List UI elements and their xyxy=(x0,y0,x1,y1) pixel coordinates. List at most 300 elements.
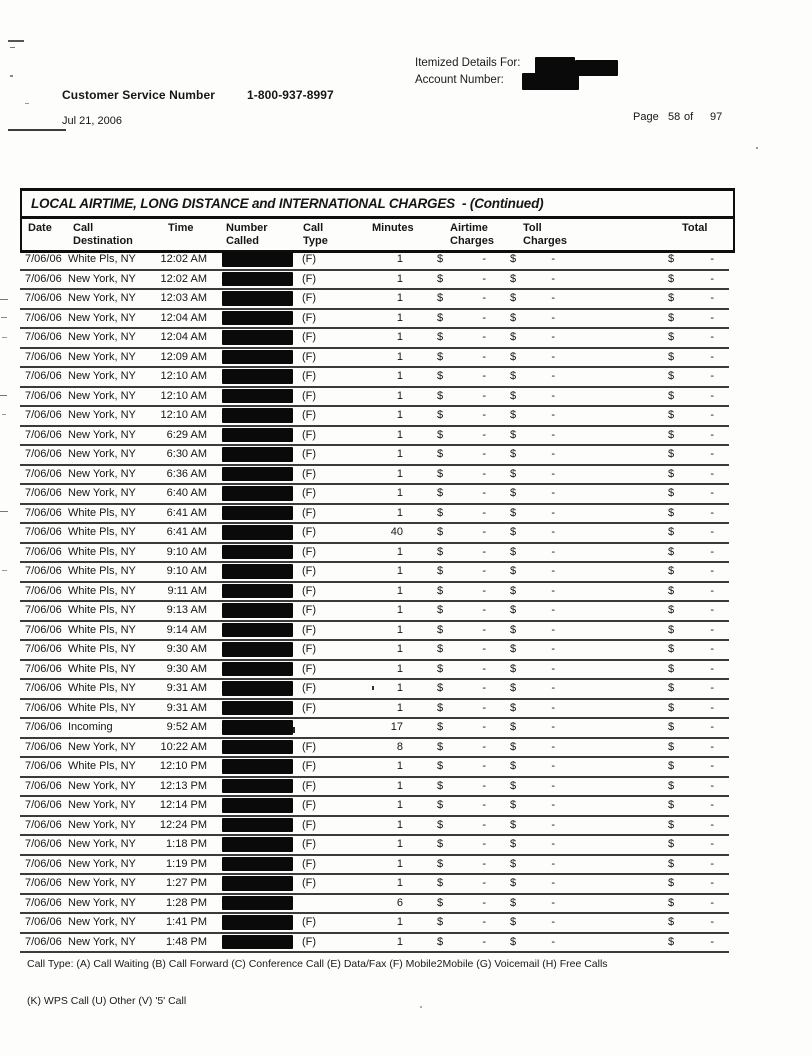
row-airtime-value: - xyxy=(482,838,486,850)
row-toll-currency: $ xyxy=(510,331,517,343)
row-total-value: - xyxy=(710,604,714,616)
row-minutes: 1 xyxy=(396,448,403,460)
row-airtime-value: - xyxy=(482,721,486,733)
row-time: 1:28 PM xyxy=(166,896,207,909)
row-total-value: - xyxy=(710,857,714,870)
row-total-value: - xyxy=(710,740,714,753)
row-airtime-currency: $ xyxy=(437,760,444,772)
row-minutes: 1 xyxy=(396,623,403,636)
row-airtime-value: - xyxy=(482,487,486,499)
redacted-number-called xyxy=(222,525,293,540)
row-call-type: (F) xyxy=(302,448,317,460)
row-airtime-value: - xyxy=(482,389,486,402)
row-toll-value: - xyxy=(551,487,555,499)
row-toll-currency: $ xyxy=(510,935,517,948)
scan-artifact xyxy=(1,317,7,318)
call-row xyxy=(20,485,729,505)
row-time: 9:52 AM xyxy=(166,721,207,733)
scan-artifact xyxy=(0,395,7,396)
row-toll-currency: $ xyxy=(510,292,517,304)
row-airtime-value: - xyxy=(482,292,486,304)
row-minutes: 1 xyxy=(396,467,403,480)
row-toll-currency: $ xyxy=(510,740,517,753)
row-date: 7/06/06 xyxy=(25,760,62,772)
row-date: 7/06/06 xyxy=(25,682,62,694)
row-destination: New York, NY xyxy=(68,935,136,948)
row-airtime-currency: $ xyxy=(437,818,444,831)
row-minutes: 1 xyxy=(396,682,403,694)
row-toll-value: - xyxy=(551,896,555,909)
row-toll-value: - xyxy=(551,916,555,928)
row-time: 1:41 PM xyxy=(166,916,207,928)
call-row xyxy=(20,368,729,388)
row-call-type: (F) xyxy=(302,604,317,616)
row-total-value: - xyxy=(710,643,714,655)
redacted-number-called xyxy=(222,915,293,930)
row-minutes: 1 xyxy=(396,272,403,285)
row-total-currency: $ xyxy=(668,292,675,304)
row-airtime-currency: $ xyxy=(437,526,444,538)
col-header-destination: Call Destination xyxy=(73,222,133,247)
row-total-value: - xyxy=(710,877,714,889)
call-row xyxy=(20,641,729,661)
redacted-number-called xyxy=(222,272,293,287)
row-time: 12:03 AM xyxy=(160,292,207,304)
row-date: 7/06/06 xyxy=(25,545,62,558)
row-destination: New York, NY xyxy=(68,779,136,792)
call-row xyxy=(20,544,729,564)
row-call-type: (F) xyxy=(302,526,317,538)
row-airtime-value: - xyxy=(482,818,486,831)
row-toll-currency: $ xyxy=(510,409,517,421)
row-time: 12:10 AM xyxy=(160,389,207,402)
row-destination: White Pls, NY xyxy=(68,701,136,714)
redacted-number-called xyxy=(222,876,293,891)
row-destination: New York, NY xyxy=(68,409,136,421)
row-date: 7/06/06 xyxy=(25,311,62,324)
row-total-value: - xyxy=(710,623,714,636)
row-time: 9:31 AM xyxy=(166,682,207,694)
row-total-currency: $ xyxy=(668,253,675,265)
row-airtime-value: - xyxy=(482,350,486,363)
row-minutes: 1 xyxy=(396,292,403,304)
page-total: 97 xyxy=(710,111,723,123)
row-airtime-currency: $ xyxy=(437,584,444,597)
redacted-number-called xyxy=(222,447,293,462)
call-row xyxy=(20,388,729,408)
row-toll-value: - xyxy=(551,272,555,285)
row-total-currency: $ xyxy=(668,565,675,577)
row-total-currency: $ xyxy=(668,526,675,538)
itemized-details-label: Itemized Details For: xyxy=(415,57,521,69)
row-destination: White Pls, NY xyxy=(68,604,136,616)
col-header-minutes: Minutes xyxy=(372,222,414,234)
row-time: 12:04 AM xyxy=(160,331,207,343)
row-airtime-value: - xyxy=(482,253,486,265)
call-row xyxy=(20,622,729,642)
row-total-currency: $ xyxy=(668,877,675,889)
row-airtime-value: - xyxy=(482,740,486,753)
scan-artifact xyxy=(756,147,758,149)
row-minutes: 1 xyxy=(396,604,403,616)
call-row xyxy=(20,934,729,954)
row-airtime-value: - xyxy=(482,857,486,870)
row-minutes: 1 xyxy=(396,662,403,675)
row-call-type: (F) xyxy=(302,428,317,441)
row-date: 7/06/06 xyxy=(25,506,62,519)
row-toll-currency: $ xyxy=(510,370,517,382)
row-airtime-value: - xyxy=(482,428,486,441)
row-airtime-value: - xyxy=(482,370,486,382)
row-call-type: (F) xyxy=(302,389,317,402)
row-toll-value: - xyxy=(551,545,555,558)
row-date: 7/06/06 xyxy=(25,272,62,285)
row-airtime-value: - xyxy=(482,701,486,714)
row-call-type: (F) xyxy=(302,370,317,382)
row-minutes: 1 xyxy=(396,877,403,889)
row-destination: White Pls, NY xyxy=(68,682,136,694)
row-minutes: 1 xyxy=(396,409,403,421)
redacted-number-called xyxy=(222,720,293,735)
row-airtime-currency: $ xyxy=(437,467,444,480)
row-date: 7/06/06 xyxy=(25,857,62,870)
row-total-value: - xyxy=(710,428,714,441)
redacted-number-called xyxy=(222,759,293,774)
row-minutes: 1 xyxy=(396,506,403,519)
row-total-value: - xyxy=(710,331,714,343)
row-total-value: - xyxy=(710,409,714,421)
call-row xyxy=(20,466,729,486)
row-toll-currency: $ xyxy=(510,565,517,577)
row-total-value: - xyxy=(710,838,714,850)
customer-service-label: Customer Service Number xyxy=(62,88,216,102)
row-call-type: (F) xyxy=(302,409,317,421)
row-total-currency: $ xyxy=(668,467,675,480)
row-toll-value: - xyxy=(551,448,555,460)
row-total-currency: $ xyxy=(668,506,675,519)
row-call-type: (F) xyxy=(302,487,317,499)
row-destination: New York, NY xyxy=(68,740,136,753)
row-airtime-value: - xyxy=(482,760,486,772)
row-airtime-currency: $ xyxy=(437,935,444,948)
row-destination: White Pls, NY xyxy=(68,545,136,558)
row-toll-value: - xyxy=(551,662,555,675)
row-airtime-value: - xyxy=(482,331,486,343)
row-toll-value: - xyxy=(551,253,555,265)
page-of-label: of xyxy=(684,111,694,123)
call-row xyxy=(20,290,729,310)
row-date: 7/06/06 xyxy=(25,409,62,421)
scan-artifact xyxy=(25,103,29,104)
row-date: 7/06/06 xyxy=(25,721,62,733)
row-toll-value: - xyxy=(551,389,555,402)
redacted-number-called xyxy=(222,584,293,599)
row-total-value: - xyxy=(710,896,714,909)
row-date: 7/06/06 xyxy=(25,370,62,382)
row-toll-value: - xyxy=(551,428,555,441)
call-row xyxy=(20,524,729,544)
row-call-type: (F) xyxy=(302,292,317,304)
redacted-number-called xyxy=(222,408,293,423)
row-total-value: - xyxy=(710,935,714,948)
redacted-number-called xyxy=(222,545,293,560)
row-date: 7/06/06 xyxy=(25,389,62,402)
row-destination: White Pls, NY xyxy=(68,526,136,538)
row-total-value: - xyxy=(710,916,714,928)
row-toll-currency: $ xyxy=(510,857,517,870)
row-call-type: (F) xyxy=(302,506,317,519)
customer-service-number: 1-800-937-8997 xyxy=(247,88,334,102)
row-toll-currency: $ xyxy=(510,818,517,831)
row-minutes: 17 xyxy=(390,721,403,733)
row-total-value: - xyxy=(710,272,714,285)
row-total-value: - xyxy=(710,389,714,402)
row-time: 12:24 PM xyxy=(159,818,207,831)
row-airtime-currency: $ xyxy=(437,545,444,558)
row-toll-currency: $ xyxy=(510,272,517,285)
row-airtime-currency: $ xyxy=(437,779,444,792)
col-header-number-called: Number Called xyxy=(226,222,268,247)
row-minutes: 1 xyxy=(396,818,403,831)
row-toll-value: - xyxy=(551,643,555,655)
row-destination: New York, NY xyxy=(68,350,136,363)
row-minutes: 1 xyxy=(396,331,403,343)
row-airtime-value: - xyxy=(482,799,486,811)
col-header-call-type: Call Type xyxy=(303,222,328,247)
row-total-currency: $ xyxy=(668,643,675,655)
row-toll-value: - xyxy=(551,721,555,733)
scan-artifact xyxy=(420,1006,422,1008)
redacted-number-called xyxy=(222,662,293,677)
row-call-type: (F) xyxy=(302,682,317,694)
row-destination: New York, NY xyxy=(68,272,136,285)
row-toll-value: - xyxy=(551,935,555,948)
call-row xyxy=(20,719,729,739)
row-airtime-value: - xyxy=(482,565,486,577)
row-toll-currency: $ xyxy=(510,506,517,519)
row-toll-value: - xyxy=(551,506,555,519)
row-date: 7/06/06 xyxy=(25,877,62,889)
row-toll-currency: $ xyxy=(510,311,517,324)
row-airtime-value: - xyxy=(482,779,486,792)
redacted-number-called xyxy=(222,428,293,443)
row-destination: New York, NY xyxy=(68,292,136,304)
row-destination: New York, NY xyxy=(68,448,136,460)
row-time: 6:41 AM xyxy=(166,526,207,538)
col-header-total: Total xyxy=(682,222,708,234)
row-total-currency: $ xyxy=(668,935,675,948)
statement-date: Jul 21, 2006 xyxy=(62,115,122,127)
row-toll-value: - xyxy=(551,760,555,772)
call-row xyxy=(20,563,729,583)
redacted-customer-name xyxy=(535,57,575,74)
row-airtime-value: - xyxy=(482,584,486,597)
call-row xyxy=(20,349,729,369)
row-airtime-currency: $ xyxy=(437,740,444,753)
row-airtime-currency: $ xyxy=(437,896,444,909)
call-row xyxy=(20,836,729,856)
row-total-value: - xyxy=(710,487,714,499)
row-toll-currency: $ xyxy=(510,916,517,928)
row-destination: New York, NY xyxy=(68,916,136,928)
row-airtime-currency: $ xyxy=(437,838,444,850)
row-total-currency: $ xyxy=(668,584,675,597)
row-time: 10:22 AM xyxy=(160,740,207,753)
call-type-legend-line2: (K) WPS Call (U) Other (V) '5' Call xyxy=(27,995,187,1007)
row-call-type: (F) xyxy=(302,760,317,772)
row-toll-currency: $ xyxy=(510,701,517,714)
row-total-currency: $ xyxy=(668,857,675,870)
redacted-number-called xyxy=(222,818,293,833)
row-time: 9:11 AM xyxy=(167,584,207,597)
redacted-number-called xyxy=(222,252,293,267)
row-destination: White Pls, NY xyxy=(68,760,136,772)
row-airtime-value: - xyxy=(482,604,486,616)
row-time: 1:19 PM xyxy=(166,857,207,870)
row-toll-value: - xyxy=(551,370,555,382)
row-total-value: - xyxy=(710,584,714,597)
redacted-number-called xyxy=(222,681,293,696)
row-airtime-value: - xyxy=(482,506,486,519)
row-toll-currency: $ xyxy=(510,448,517,460)
call-row xyxy=(20,914,729,934)
row-time: 9:31 AM xyxy=(166,701,207,714)
row-call-type: (F) xyxy=(302,799,317,811)
row-toll-currency: $ xyxy=(510,350,517,363)
row-total-currency: $ xyxy=(668,448,675,460)
row-minutes: 1 xyxy=(396,389,403,402)
row-airtime-currency: $ xyxy=(437,272,444,285)
row-total-value: - xyxy=(710,506,714,519)
row-time: 12:13 PM xyxy=(159,779,207,792)
row-destination: White Pls, NY xyxy=(68,253,136,265)
row-airtime-value: - xyxy=(482,623,486,636)
row-minutes: 1 xyxy=(396,584,403,597)
row-toll-currency: $ xyxy=(510,838,517,850)
row-call-type: (F) xyxy=(302,877,317,889)
row-date: 7/06/06 xyxy=(25,896,62,909)
row-date: 7/06/06 xyxy=(25,799,62,811)
call-row xyxy=(20,875,729,895)
row-toll-currency: $ xyxy=(510,389,517,402)
row-minutes: 6 xyxy=(396,896,403,909)
col-header-time: Time xyxy=(168,222,194,234)
row-date: 7/06/06 xyxy=(25,740,62,753)
row-date: 7/06/06 xyxy=(25,838,62,850)
redacted-number-called xyxy=(222,623,293,638)
row-toll-currency: $ xyxy=(510,799,517,811)
row-total-value: - xyxy=(710,721,714,733)
row-date: 7/06/06 xyxy=(25,643,62,655)
row-airtime-value: - xyxy=(482,272,486,285)
row-time: 1:27 PM xyxy=(166,877,207,889)
row-airtime-value: - xyxy=(482,662,486,675)
row-destination: New York, NY xyxy=(68,389,136,402)
account-number-label: Account Number: xyxy=(415,74,504,86)
redacted-number-called xyxy=(222,467,293,482)
row-total-currency: $ xyxy=(668,370,675,382)
row-date: 7/06/06 xyxy=(25,818,62,831)
row-destination: New York, NY xyxy=(68,311,136,324)
row-call-type: (F) xyxy=(302,331,317,343)
redacted-number-called xyxy=(222,330,293,345)
call-row xyxy=(20,856,729,876)
col-header-airtime-charges: Airtime Charges xyxy=(450,222,495,247)
redacted-number-called xyxy=(222,506,293,521)
row-total-value: - xyxy=(710,682,714,694)
row-total-currency: $ xyxy=(668,701,675,714)
row-destination: White Pls, NY xyxy=(68,506,136,519)
row-airtime-value: - xyxy=(482,467,486,480)
row-call-type: (F) xyxy=(302,701,317,714)
redacted-number-called xyxy=(222,837,293,852)
row-toll-value: - xyxy=(551,779,555,792)
row-airtime-currency: $ xyxy=(437,701,444,714)
row-time: 12:10 AM xyxy=(160,370,207,382)
row-date: 7/06/06 xyxy=(25,916,62,928)
row-toll-currency: $ xyxy=(510,467,517,480)
row-airtime-currency: $ xyxy=(437,409,444,421)
row-airtime-value: - xyxy=(482,643,486,655)
row-toll-value: - xyxy=(551,799,555,811)
row-airtime-value: - xyxy=(482,545,486,558)
row-destination: White Pls, NY xyxy=(68,565,136,577)
call-row xyxy=(20,505,729,525)
row-toll-currency: $ xyxy=(510,721,517,733)
row-call-type: (F) xyxy=(302,779,317,792)
row-toll-currency: $ xyxy=(510,896,517,909)
margin-rule xyxy=(8,129,66,131)
redacted-number-called xyxy=(222,896,293,911)
row-minutes: 1 xyxy=(396,565,403,577)
row-total-currency: $ xyxy=(668,409,675,421)
row-total-currency: $ xyxy=(668,272,675,285)
redacted-number-called xyxy=(222,779,293,794)
row-destination: New York, NY xyxy=(68,857,136,870)
row-total-currency: $ xyxy=(668,389,675,402)
call-type-legend-line1: Call Type: (A) Call Waiting (B) Call Forward (C) Conference Call (E) Data/Fax (F) Mobile2Mobile (G) Voicemail (H) Free Calls xyxy=(27,958,608,970)
redacted-number-called xyxy=(222,350,293,365)
row-destination: New York, NY xyxy=(68,331,136,343)
row-total-currency: $ xyxy=(668,487,675,499)
row-minutes: 1 xyxy=(396,311,403,324)
row-total-currency: $ xyxy=(668,799,675,811)
row-time: 12:09 AM xyxy=(160,350,207,363)
call-row xyxy=(20,661,729,681)
row-call-type: (F) xyxy=(302,467,317,480)
row-call-type: (F) xyxy=(302,838,317,850)
row-airtime-currency: $ xyxy=(437,292,444,304)
row-toll-value: - xyxy=(551,526,555,538)
call-row xyxy=(20,700,729,720)
row-total-value: - xyxy=(710,545,714,558)
call-row xyxy=(20,310,729,330)
row-toll-currency: $ xyxy=(510,779,517,792)
row-minutes: 1 xyxy=(396,935,403,948)
row-time: 12:14 PM xyxy=(159,799,207,811)
row-airtime-currency: $ xyxy=(437,565,444,577)
row-date: 7/06/06 xyxy=(25,350,62,363)
row-total-currency: $ xyxy=(668,818,675,831)
row-time: 12:10 PM xyxy=(159,760,207,772)
row-total-currency: $ xyxy=(668,350,675,363)
scan-artifact xyxy=(2,337,7,338)
row-destination: Incoming xyxy=(68,721,113,733)
row-total-currency: $ xyxy=(668,545,675,558)
row-total-currency: $ xyxy=(668,311,675,324)
row-destination: White Pls, NY xyxy=(68,584,136,597)
row-total-currency: $ xyxy=(668,604,675,616)
